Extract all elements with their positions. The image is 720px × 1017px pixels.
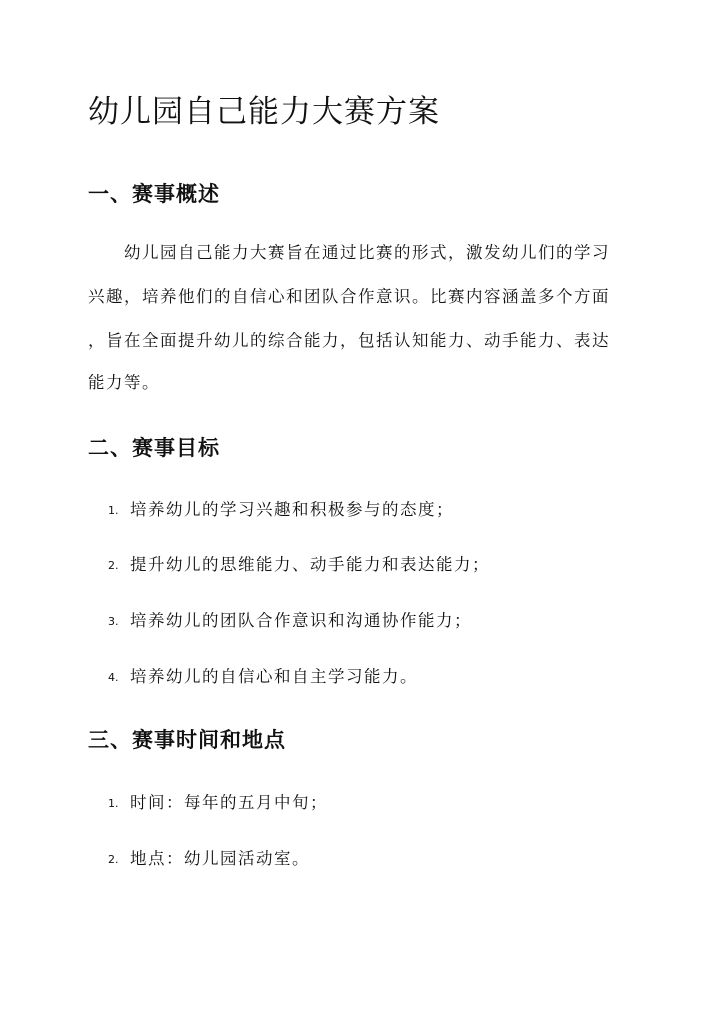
document-title: 幼儿园自己能力大赛方案 <box>88 94 440 130</box>
list-number: 1. <box>108 504 119 517</box>
paragraph-line: 幼儿园自己能力大赛旨在通过比赛的形式，激发幼儿们的学习 <box>88 243 610 262</box>
list-text: 培养幼儿的自信心和自主学习能力。 <box>130 667 418 686</box>
list-item <box>108 667 418 688</box>
list-number: 3. <box>108 615 119 628</box>
list-text: 地点：幼儿园活动室。 <box>130 849 310 868</box>
list-item <box>108 555 490 576</box>
section-heading-overview: 一、赛事概述 <box>88 182 220 206</box>
paragraph-line: 兴趣，培养他们的自信心和团队合作意识。比赛内容涵盖多个方面 <box>88 287 610 306</box>
list-item <box>108 611 472 632</box>
list-text: 培养幼儿的团队合作意识和沟通协作能力； <box>130 611 472 630</box>
list-item <box>108 500 454 521</box>
list-number: 2. <box>108 853 119 866</box>
section-heading-goals: 二、赛事目标 <box>88 436 220 460</box>
list-number: 4. <box>108 671 119 684</box>
list-number: 1. <box>108 797 119 810</box>
list-item <box>108 849 310 870</box>
list-number: 2. <box>108 559 119 572</box>
list-text: 培养幼儿的学习兴趣和积极参与的态度； <box>130 500 454 519</box>
paragraph-line: ，旨在全面提升幼儿的综合能力，包括认知能力、动手能力、表达 <box>88 331 610 350</box>
list-item <box>108 793 328 814</box>
list-text: 时间：每年的五月中旬； <box>130 793 328 812</box>
list-text: 提升幼儿的思维能力、动手能力和表达能力； <box>130 555 490 574</box>
paragraph-line: 能力等。 <box>88 373 160 392</box>
section-heading-time-place: 三、赛事时间和地点 <box>88 728 286 752</box>
